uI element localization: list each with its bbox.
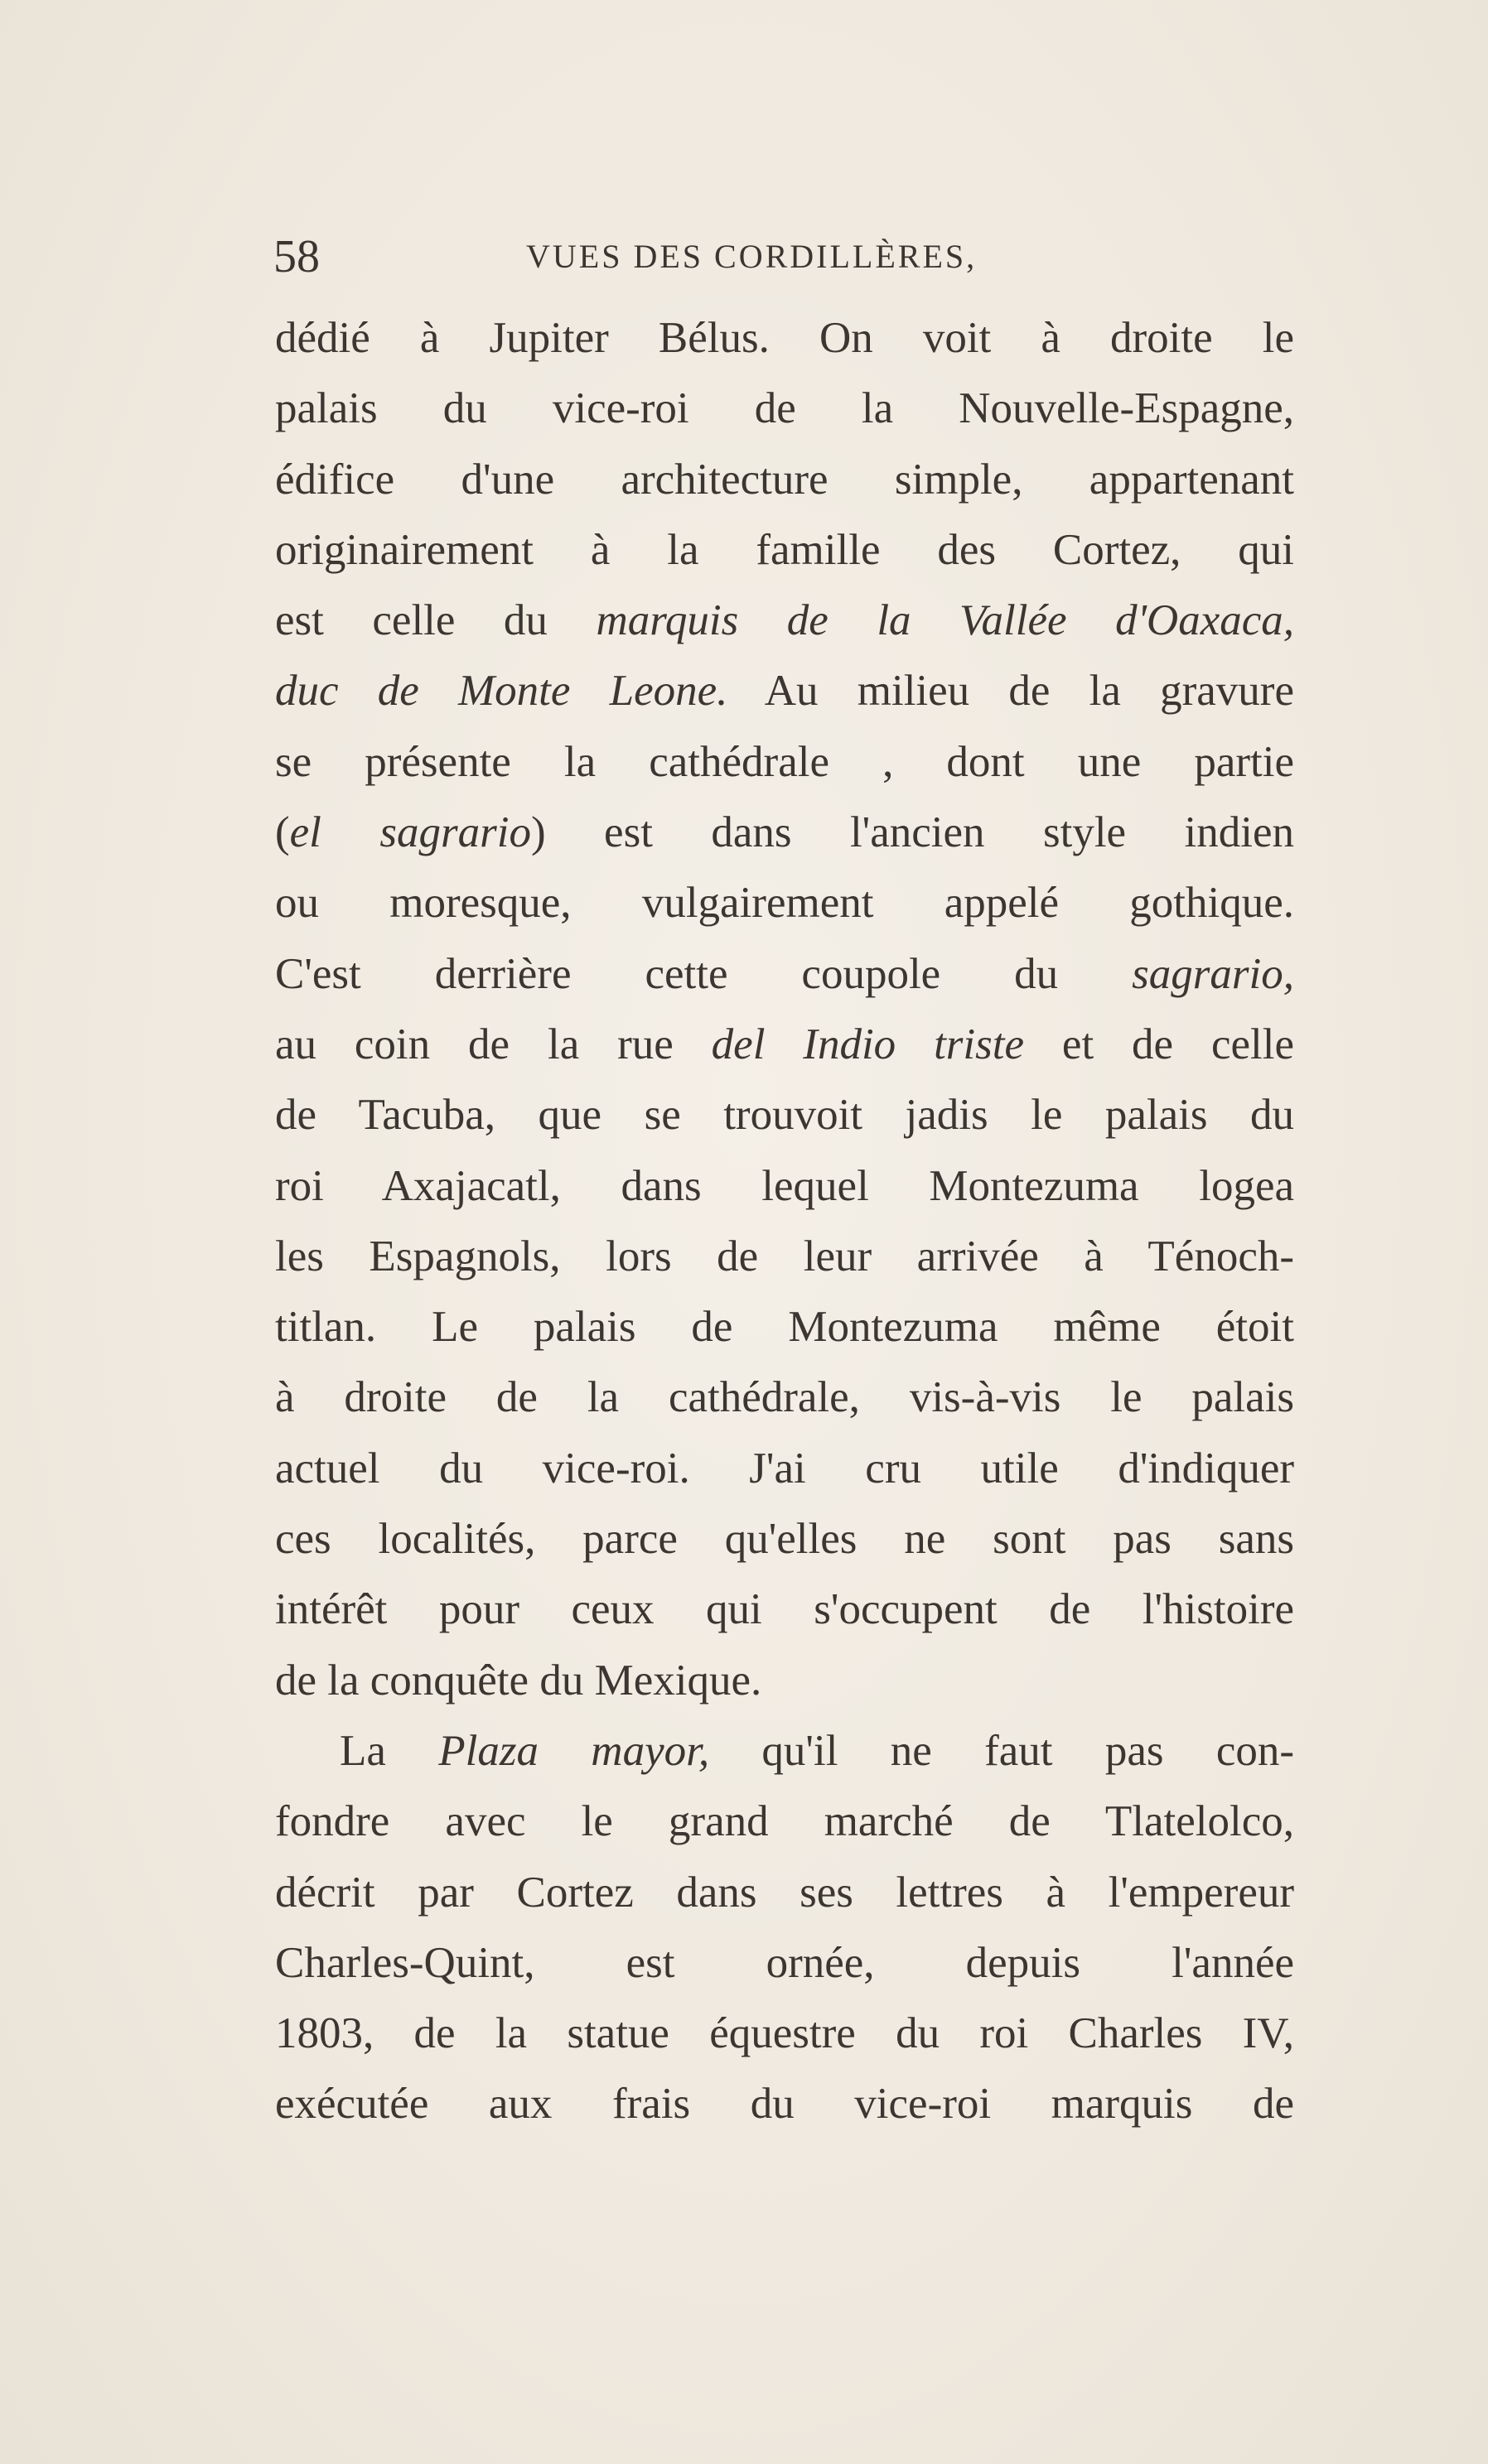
text-line: 1803, de la statue équestre du roi Charles IV,: [275, 2009, 1294, 2058]
text-line: au coin de la rue del Indio triste et de celle: [275, 1020, 1294, 1068]
page-header: [273, 224, 1309, 290]
text-line: actuel du vice-roi. J'ai cru utile d'indiquer: [275, 1444, 1294, 1492]
text-line: ces localités, parce qu'elles ne sont pas sans: [275, 1515, 1294, 1564]
text-line: titlan. Le palais de Montezuma même étoit: [275, 1303, 1294, 1352]
text-line: ou moresque, vulgairement appelé gothique.: [275, 879, 1294, 928]
body-text: [275, 303, 1294, 2140]
text-line: intérêt pour ceux qui s'occupent de l'histoire: [275, 1585, 1294, 1634]
running-head: VUES DES CORDILLÈRES,: [526, 238, 978, 275]
text-line: décrit par Cortez dans ses lettres à l'empereur: [275, 1868, 1294, 1917]
text-line: dédié à Jupiter Bélus. On voit à droite le: [275, 314, 1294, 362]
text-line: de la conquête du Mexique.: [275, 1656, 762, 1705]
text-line: les Espagnols, lors de leur arrivée à Ténoch-: [275, 1232, 1294, 1280]
text-line: à droite de la cathédrale, vis-à-vis le palais: [275, 1373, 1294, 1422]
text-line: édifice d'une architecture simple, appartenant: [275, 455, 1294, 504]
text-line: (el sagrario) est dans l'ancien style indien: [275, 808, 1294, 857]
text-line: palais du vice-roi de la Nouvelle-Espagne,: [275, 384, 1294, 433]
text-line: roi Axajacatl, dans lequel Montezuma logea: [275, 1161, 1294, 1210]
text-line: Charles-Quint, est ornée, depuis l'année: [275, 1938, 1294, 1987]
text-line: fondre avec le grand marché de Tlatelolco,: [275, 1797, 1294, 1846]
text-line: se présente la cathédrale , dont une partie: [275, 737, 1294, 786]
text-line: est celle du marquis de la Vallée d'Oaxaca,: [275, 596, 1294, 645]
text-line: C'est derrière cette coupole du sagrario,: [275, 949, 1294, 998]
page-number: 58: [273, 231, 320, 282]
text-line: La Plaza mayor, qu'il ne faut pas con-: [340, 1726, 1294, 1775]
text-line: duc de Monte Leone. Au milieu de la gravure: [275, 667, 1294, 716]
text-line: de Tacuba, que se trouvoit jadis le palais du: [275, 1091, 1294, 1140]
text-line: originairement à la famille des Cortez, qui: [275, 525, 1294, 574]
text-line: exécutée aux frais du vice-roi marquis de: [275, 2080, 1294, 2129]
